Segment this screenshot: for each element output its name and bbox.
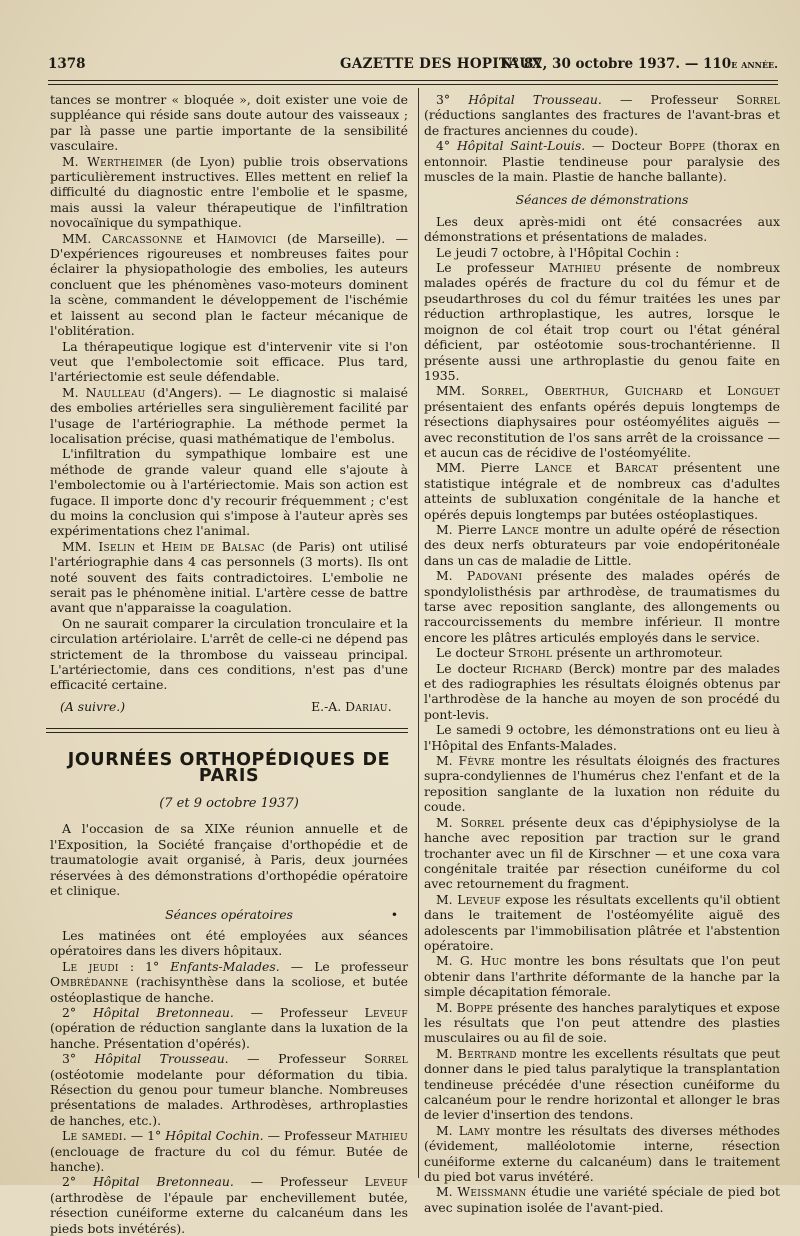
section-divider [46,728,408,733]
paragraph: M. Pierre Lance montre un adulte opéré de résection des deux nerfs obturateurs par voie endopéritonéale dans un cas de maladie de Little. [424,521,780,568]
paragraph: MM. Iselin et Heim de Balsac (de Paris) ont utilisé l'artériographie dans 4 cas personnels (3 morts). Ils ont noté souvent des faits contradictoires. L'embolie ne serait pas le phénomène initial. L'artère cesse de battre avant que n'apparaisse la coagulation. [50,538,408,616]
right-column [424,92,780,1215]
paragraph: M. Naulleau (d'Angers). — Le diagnostic si malaisé des embolies artérielles sera singulièrement facilité par l'usage de l'artériographie. La méthode permet la localisation précise, quasi mathématique de l'embolus. [50,384,408,446]
author-name: Heim de Balsac [161,538,265,554]
author-name: Iselin [98,538,136,554]
page-number: 1378 [48,56,86,72]
section-dates: (7 et 9 octobre 1937) [159,796,299,812]
paragraph: Le docteur Richard (Berck) montre par des malades et des radiographies les résultats éloignés obtenus par l'arthrodèse de la hanche au moyen de son procédé du pont-levis. [424,660,781,722]
subhead-demonstration-sessions: Séances de démonstrations [515,192,689,208]
paragraph: M. Boppe présente des hanches paralytiques et expose les résultats que l'on peut attendre des plasties musculaires ou au fil de soie. [424,999,780,1046]
paragraph: M. Weissmann étudie une variété spéciale de pied bot avec supination isolée de l'avant-pied. [424,1184,780,1215]
paragraph: Le samedi 9 octobre, les démonstrations ont eu lieu à l'Hôpital des Enfants-Malades. [424,722,780,753]
article-author: E.-A. Dariau. [311,698,392,714]
paragraph: M. G. Huc montre les bons résultats que l'on peut obtenir dans l'arthrite déformante de la hanche par la simple décapitation fémorale. [424,953,780,1000]
section-title: JOURNÉES ORTHOPÉDIQUES DE PARIS [67,750,391,786]
paragraph: tances se montrer « bloquée », doit exister une voie de suppléance qui réside sans doute autour des vaisseaux ; par là passe une partie importante de la sensibilité vasculaire. [50,92,408,154]
author-name: Naulleau [85,384,146,400]
paragraph: Le jeudi 7 octobre, à l'Hôpital Cochin : [436,244,680,260]
left-column [50,92,408,1236]
article-signoff [50,699,408,714]
paragraph: Le professeur Mathieu présente de nombreux malades opérés de fracture du col du fémur et de pseudarthroses du col du fémur traitées les unes par réduction arthroplastique, les autres, lorsque le moignon de col était trop court ou l'état général déficient, par ostéotomie sous-trochantérienne. Il présente aussi une arthroplastie du genou faite en 1935. [424,260,780,383]
paragraph: 3° Hôpital Trousseau. — Professeur Sorrel (ostéotomie modelante pour déformation du tibia. Résection du genou pour tumeur blanche. Nombreuses présentations de malades. Arthrodèses, arthroplasties de hanches, etc.). [50,1051,408,1128]
issue-date: N° 87, 30 octobre 1937. — 110 [500,56,732,72]
paragraph: L'infiltration du sympathique lombaire est une méthode de grande valeur quand elle s'ajoute à l'embolectomie ou à l'artériectomie. Mais son action est fugace. Il importe donc d'y recourir fréquemment ; c'est du moins la conclusion qui s'impose à l'auteur après ses expérimentations chez l'animal. [50,446,408,539]
paragraph: M. Bertrand montre les excellents résultats que peut donner dans le pied talus paralytique la transplantation tendineuse précédée d'une résection cunéiforme du calcanéum pour le rendre horizontal et allonger le bras de levier d'insertion des tendons. [424,1045,780,1123]
paragraph: M. Padovani présente des malades opérés de spondylolisthésis par arthrodèse, de traumatismes du tarse avec reposition sanglante, des allongements ou raccourcissements du membre inférieur. Il montre encore les plâtres articulés employés dans le service. [424,568,780,645]
paragraph: M. Lamy montre les résultats des diverses méthodes (évidement, malléolotomie interne, résection cunéiforme externe du calcanéum) dans le traitement du pied bot varus invétéré. [424,1122,780,1185]
paragraph: Le docteur Strohl présente un arthromoteur. [436,645,723,661]
paragraph: La thérapeutique logique est d'intervenir vite si l'on veut que l'embolectomie soit efficace. Plus tard, l'artériectomie est seule défendable. [50,338,408,385]
paragraph: On ne saurait comparer la circulation tronculaire et la circulation artériolaire. L'arrêt de celle-ci ne dépend pas strictement de la thrombose du vaisseau principal. L'artériectomie, dans ces conditions, n'est pas d'une efficacité certaine. [50,615,408,693]
paragraph: M. Fèvre montre les résultats éloignés des fractures supra-condyliennes de l'humérus chez l'enfant et de la reposition sanglante de la luxation non réduite du coude. [424,753,780,815]
paragraph: 2° Hôpital Bretonneau. — Professeur Leveuf (arthrodèse de l'épaule par enchevillement butée, résection cunéiforme externe du calcanéum dans les pieds bots invétérés). [50,1174,408,1236]
author-name: Carcassonne [101,230,184,246]
paragraph: Le samedi. — 1° Hôpital Cochin. — Professeur Mathieu (enclouage de fracture du col du fémur. Butée de hanche). [50,1128,408,1174]
paragraph: Le jeudi : 1° Enfants-Malades. — Le professeur Ombrédanne (rachisynthèse dans la scoliose, et butée ostéoplastique de hanche. [50,958,408,1005]
page-header [48,56,778,78]
paragraph: M. Leveuf expose les résultats excellents qu'il obtient dans le traitement de l'ostéomyélite aiguë des adolescents par l'immobilisation plâtrée et l'abstention opératoire. [424,891,780,953]
header-rule [48,80,778,81]
paragraph: 3° Hôpital Trousseau. — Professeur Sorrel (réductions sanglantes des fractures de l'avant-bras et de fractures anciennes du coude). [424,92,780,138]
paragraph: 4° Hôpital Saint-Louis. — Docteur Boppe (thorax en entonnoir. Plastie tendineuse pour paralysie des muscles de la main. Plastie de hanche ballante). [424,138,780,185]
paragraph: M. Wertheimer (de Lyon) publie trois observations particulièrement instructives. Elles mettent en relief la difficulté du diagnostic entre l'embolie et le spasme, mais aussi la valeur thérapeutique de l'infiltration novocaïnique du sympathique. [50,153,408,231]
subhead-operative-sessions: Séances opératoires [165,906,293,922]
journal-title: GAZETTE DES HOPITAUX [340,56,543,72]
paragraph: MM. Pierre Lance et Barcat présentent une statistique intégrale et de nombreux cas d'adultes atteints de subluxation congénitale de la hanche et opérés depuis longtemps par butées ostéoplastiques. [424,460,780,522]
header-rule-thin [48,84,778,85]
bullet-mark: • [390,906,398,922]
paragraph: A l'occasion de sa XIXe réunion annuelle et de l'Exposition, la Société française d'orthopédie et de traumatologie avait organisé, à Paris, deux journées réservées à des démonstrations d'orthopédie opératoire et clinique. [50,821,408,899]
issue-info [500,56,778,72]
paragraph: 2° Hôpital Bretonneau. — Professeur Leveuf (opération de réduction sanglante dans la luxation de la hanche. Présentation d'opérés). [50,1004,408,1051]
issue-year-suffix: e année. [731,58,778,71]
column-separator [418,88,419,1178]
paragraph: MM. Carcassonne et Haimovici (de Marseille). — D'expériences rigoureuses et nombreuses faites pour éclairer la physiopathologie des embolies, les auteurs concluent que les phénomènes vaso-moteurs dominent la scène, commandent le développement de l'ischémie et laissent au second plan le facteur mécanique de l'oblitération. [50,230,408,339]
paragraph: Les deux après-midi ont été consacrées aux démonstrations et présentations de malades. [424,213,780,245]
paragraph: M. Sorrel présente deux cas d'épiphysiolyse de la hanche avec reposition par traction sur le grand trochanter avec un fil de Kirschner — et une coxa vara congénitale traitée par résection cunéiforme du col avec retournement du fragment. [424,814,780,892]
to-be-continued: (A suivre.) [60,698,126,714]
subhead-wrap [50,907,408,922]
author-name: Haimovici [216,230,277,246]
paragraph: Les matinées ont été employées aux séances opératoires dans les divers hôpitaux. [50,927,408,959]
author-name: Wertheimer [87,153,163,169]
paragraph: MM. Sorrel, Oberthur, Guichard et Longuet présentaient des enfants opérés depuis longtemps de résections diaphysaires pour ostéomyélites aiguës — avec reconstitution de l'os sans arrêt de la croissance — et aucun cas de récidive de l'ostéomyélite. [424,383,780,460]
